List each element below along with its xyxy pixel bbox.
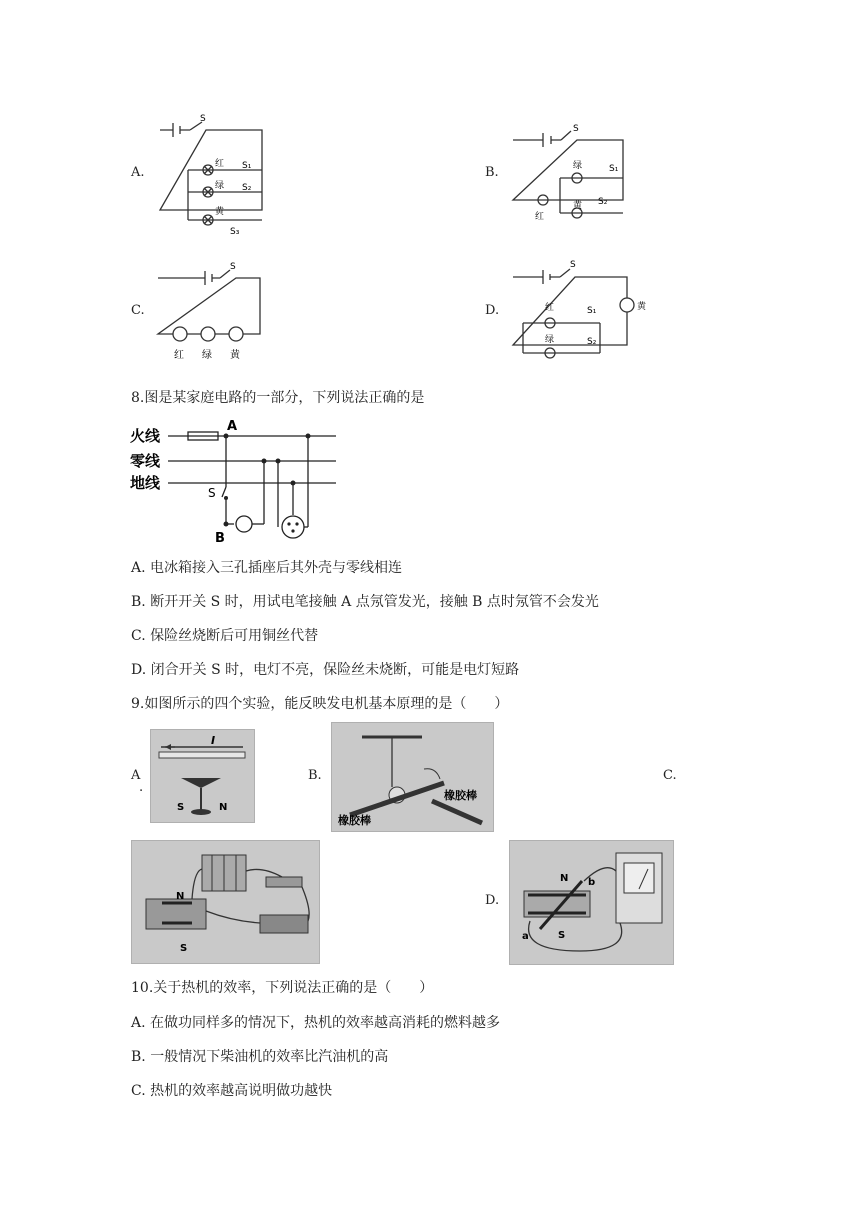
q8-live-wire-label: 火线 [130, 427, 161, 445]
q9-a-current-label: I [211, 734, 216, 747]
q9-option-b-letter: B. [308, 768, 322, 783]
q10-option-a: A. 在做功同样多的情况下，热机的效率越高消耗的燃料越多 [131, 1015, 501, 1031]
q9-option-d-letter: D. [485, 893, 500, 908]
q8-switch-s: S [208, 486, 216, 500]
q7-option-d-letter: D. [485, 303, 500, 318]
q7-a-lamp-yellow: 黄 [215, 207, 225, 217]
q10-option-c: C. 热机的效率越高说明做功越快 [131, 1083, 333, 1099]
q9-option-c-letter: C. [663, 768, 677, 783]
q7-d-lamp-red: 红 [545, 303, 555, 313]
q8-option-d: D. 闭合开关 S 时，电灯不亮，保险丝未烧断，可能是电灯短路 [131, 662, 520, 678]
q7-d-lamp-green: 绿 [545, 335, 555, 345]
q9-c-s-label: S [180, 943, 188, 954]
q7-b-lamp-yellow: 黄 [573, 201, 583, 211]
q7-d-s2: S₂ [587, 337, 597, 347]
q10-option-b: B. 一般情况下柴油机的效率比汽油机的高 [131, 1049, 389, 1065]
q8-ground-wire-label: 地线 [130, 474, 161, 492]
q7-c-lamp-yellow: 黄 [230, 350, 240, 361]
q9-option-a-dot: . [139, 780, 144, 795]
q7-circuit-b [505, 115, 635, 230]
q8-point-b: B [215, 531, 225, 546]
q8-option-b: B. 断开开关 S 时，用试电笔接触 A 点氖管发光，接触 B 点时氖管不会发光 [131, 594, 599, 610]
q7-b-lamp-green: 绿 [573, 161, 583, 171]
q10-stem: 10.关于热机的效率，下列说法正确的是（ ） [131, 980, 434, 996]
q7-a-switch-s: S [200, 114, 206, 124]
q9-image-c-motor-circuit [131, 840, 320, 964]
q9-d-b-label: b [588, 877, 596, 888]
q7-d-s1: S₁ [587, 306, 597, 316]
q7-option-a-letter: A. [131, 165, 145, 180]
q7-c-switch-s: S [230, 262, 236, 272]
q9-c-n-label: N [176, 891, 185, 902]
q9-image-b-rubber-rods [331, 722, 494, 832]
q7-b-switch-s: S [573, 124, 579, 134]
q8-neutral-wire-label: 零线 [130, 452, 161, 470]
q9-b-rod-label-2: 橡胶棒 [338, 814, 371, 827]
q9-a-n-label: N [219, 802, 228, 813]
q7-option-c-letter: C. [131, 303, 145, 318]
q8-option-c: C. 保险丝烧断后可用铜丝代替 [131, 628, 319, 644]
q9-a-s-label: S [177, 802, 185, 813]
q9-d-a-label: a [522, 931, 529, 942]
q8-option-a: A. 电冰箱接入三孔插座后其外壳与零线相连 [131, 560, 403, 576]
q9-d-s-label: S [558, 930, 566, 941]
q7-circuit-a [150, 110, 270, 240]
q9-image-d-generator [509, 840, 674, 965]
q8-household-circuit [130, 415, 345, 550]
q7-option-b-letter: B. [485, 165, 499, 180]
q7-a-s1: S₁ [242, 161, 252, 171]
q7-d-switch-s: S [570, 260, 576, 270]
q8-point-a: A [227, 419, 238, 434]
q9-option-a-letter: A [131, 768, 141, 783]
q7-b-s2: S₂ [598, 197, 608, 207]
q9-d-n-label: N [560, 873, 569, 884]
q7-a-s3: S₃ [230, 227, 240, 237]
q7-a-lamp-red: 红 [215, 159, 225, 169]
q9-stem: 9.如图所示的四个实验，能反映发电机基本原理的是（ ） [131, 696, 509, 712]
q7-c-lamp-red: 红 [174, 350, 184, 361]
q7-c-lamp-green: 绿 [202, 350, 212, 361]
q8-stem: 8.图是某家庭电路的一部分，下列说法正确的是 [131, 390, 425, 406]
q9-b-rod-label-1: 橡胶棒 [444, 789, 477, 802]
q7-d-lamp-yellow: 黄 [637, 302, 647, 312]
q9-image-a-oersted [150, 729, 255, 823]
q7-circuit-c [150, 258, 270, 368]
q7-b-s1: S₁ [609, 164, 619, 174]
q7-b-lamp-red: 红 [535, 212, 545, 222]
q7-a-lamp-green: 绿 [215, 181, 225, 191]
q7-a-s2: S₂ [242, 183, 252, 193]
q7-circuit-d [505, 255, 665, 367]
